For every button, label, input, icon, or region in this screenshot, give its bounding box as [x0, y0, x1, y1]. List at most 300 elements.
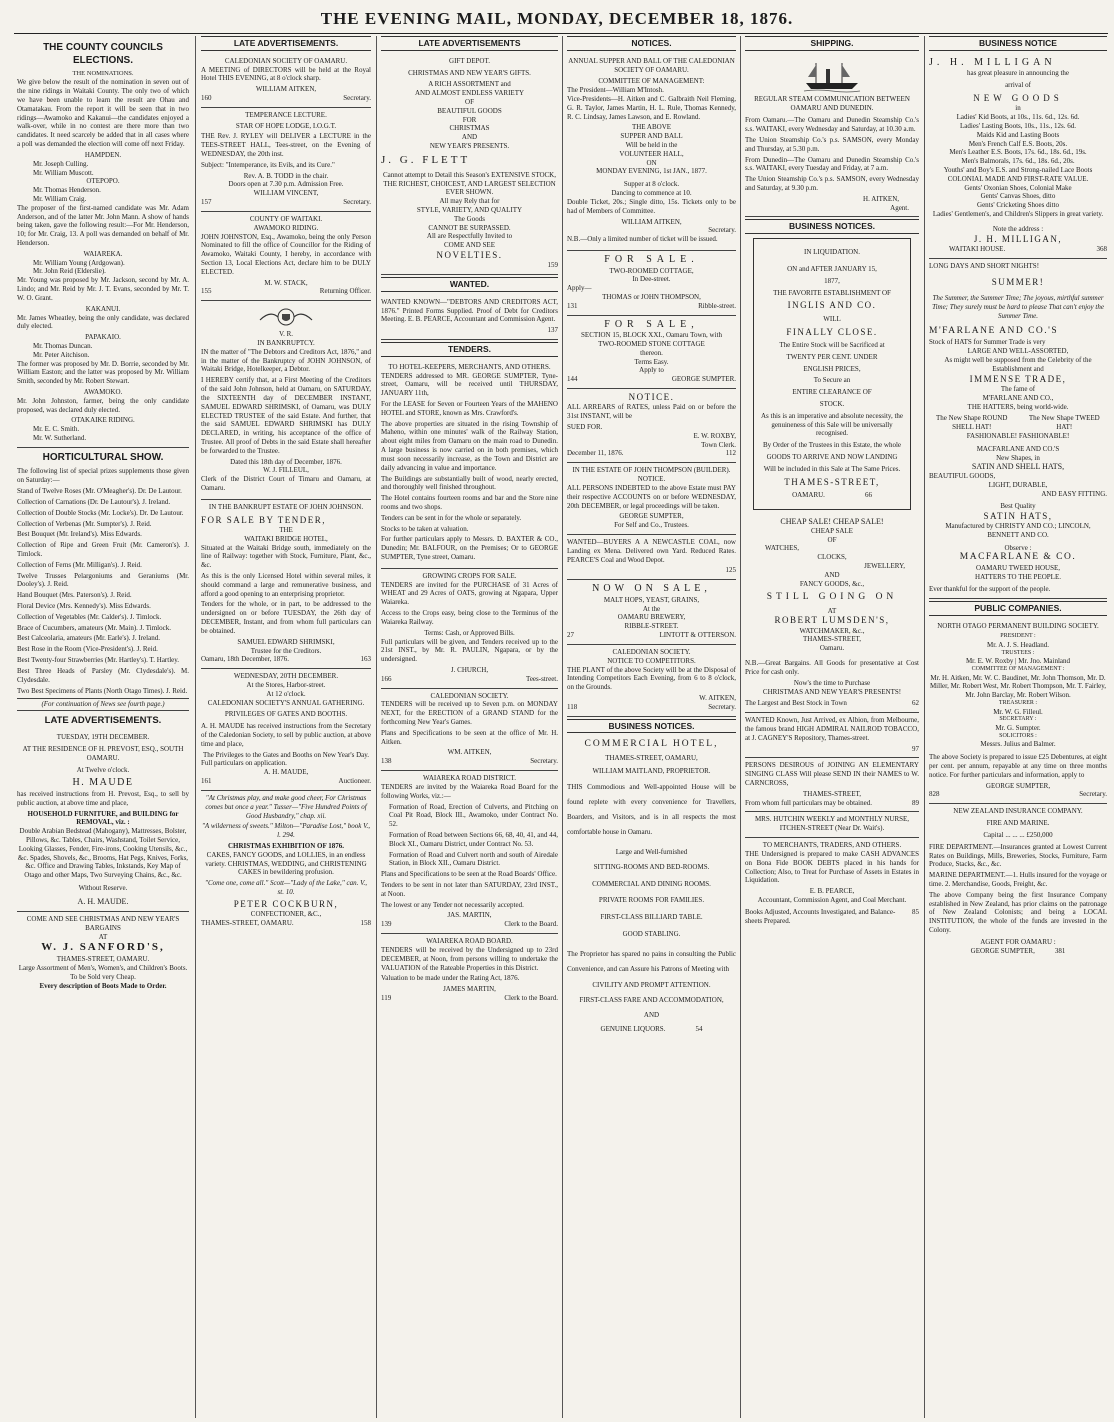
ad-number: 157 — [201, 198, 212, 207]
price-entry: Ladies' Kid Boots, at 10s., 11s. 6d., 12s. 6d. — [956, 113, 1080, 122]
ad-label: AGENT FOR OAMARU : — [980, 937, 1056, 946]
prize-entry: Collection of Double Stocks (Mr. Locke's). Dr. De Lautour. — [17, 508, 184, 517]
column-rule — [562, 36, 563, 1418]
continuation-note: (For continuation of News see fourth page.) — [17, 698, 189, 711]
candidate: Mr. John Reid (Elderslie). — [33, 267, 106, 276]
column-rule — [376, 36, 377, 1418]
candidate: Mr. William Young (Ardgowan). — [33, 258, 125, 267]
ad-text: A RICH ASSORTMENT and — [428, 80, 511, 89]
ad-text: Will be held in the — [625, 141, 678, 150]
ad-text: JOHN JOHNSTON, Esq., Awamoko, being the only Person Nominated to fill the office of Councillor for the Riding of Awamoko, Waitaki County, I hereby, in accordance with Section 13, Local Elections Act, declare him to be DULY ELECTED. — [201, 232, 371, 276]
ad-text: New Shapes, in — [996, 453, 1040, 462]
ad-cockburn — [201, 791, 371, 932]
article-paragraph: The former was proposed by Mr. D. Borrie, seconded by Mr. William Easton; and the latter was proposed by Mr. William Smith, seconded by Mr. Robert Stewart. — [17, 359, 189, 386]
prize-entry: Floral Device (Mrs. Kennedy's). Miss Edwards. — [17, 602, 151, 611]
ad-text: JEWELLERY, — [864, 562, 905, 571]
column-3 — [378, 36, 561, 1418]
ad-title: Ribble-street. — [698, 301, 736, 310]
price-entry: Youths' and Boy's E.S. and Strong-nailed Lace Boots — [943, 165, 1093, 174]
ad-heading: IN LIQUIDATION. — [804, 248, 860, 257]
ad-title: Town Clerk. — [701, 440, 736, 449]
ad-heading: J. H. MILLIGAN — [929, 56, 1056, 68]
ad-signature: WILLIAM AITKEN, — [621, 217, 682, 226]
ad-text: FIRST-CLASS FARE AND ACCOMMODATION, — [579, 995, 724, 1004]
ad-text: Cannot attempt to Detail this Season's EXTENSIVE STOCK, — [382, 170, 556, 179]
ad-cottage-sale — [567, 251, 736, 316]
ad-heading: COMMERCIAL HOTEL, — [584, 739, 719, 750]
ad-number: 163 — [360, 655, 371, 664]
price-entry: Gents' Oxonian Shoes, Colonial Make — [964, 183, 1072, 192]
ad-text: The Goods — [454, 214, 485, 223]
ad-label: COMMITTEE OF MANAGEMENT : — [971, 666, 1065, 673]
ad-signature: H. AITKEN, — [863, 194, 899, 203]
prize-entry: Stand of Twelve Roses (Mr. O'Meagher's). Dr. De Lautour. — [17, 487, 182, 496]
price-entry: Ladies' Gentlemen's, and Children's Slippers in great variety. — [932, 210, 1104, 218]
ad-label: PRESIDENT : — [1000, 633, 1036, 640]
ad-text: 1877, — [824, 276, 840, 285]
ad-signature: WM. AITKEN, — [447, 748, 492, 757]
ad-building-society — [929, 619, 1107, 805]
ad-text: FIRE DEPARTMENT.—Insurances granted at Lowest Current Rates on Buildings, Mills, Breweries, Stocks, Furniture, Farm Produce, Stacks, &c., &c. — [929, 842, 1107, 869]
ad-heading: TWENTY PER CENT. UNDER — [786, 352, 878, 361]
ad-signature: GEORGE SUMPTER. — [671, 375, 736, 384]
ad-heading: NEW ZEALAND INSURANCE COMPANY. — [953, 807, 1083, 816]
ad-number: 54 — [695, 1025, 703, 1034]
riding-name: KAKANUI. — [85, 304, 121, 313]
ad-heading: WILLIAM MAITLAND, PROPRIETOR. — [592, 767, 711, 776]
ad-title: Secretary. — [530, 757, 558, 766]
ad-text: As might well be supposed from the Celebrity of the Establishment and — [944, 355, 1092, 373]
ad-text: TENDERS are invited for the PURCHASE of 31 Acres of WHEAT and 29 Acres of OATS, growing at Ngapara, Upper Waiareka. — [381, 580, 558, 607]
ad-text: Terms: Cash, or Approved Bills. — [424, 628, 515, 637]
ad-text: CHRISTMAS — [449, 124, 490, 133]
ad-text: ALL ARREARS of RATES, unless Paid on or before the 31st INSTANT, will be — [567, 403, 736, 421]
ad-label: TREASURER : — [998, 700, 1038, 707]
ad-text: FOR — [462, 115, 477, 124]
ad-heading: FOR SALE. — [604, 253, 699, 265]
ad-text: ON and AFTER JANUARY 15, — [787, 264, 877, 273]
ad-lumsden — [745, 514, 919, 713]
ad-heading: SUPPER AND BALL — [620, 132, 683, 141]
sanford-text: Large Assortment of Men's, Women's, and Children's Boots. — [18, 964, 188, 973]
ad-number: 137 — [547, 326, 558, 335]
ad-number: 89 — [912, 798, 919, 807]
ad-title: For Self and Co., Trustees. — [614, 521, 689, 530]
prize-entry: Collection of Carnations (Dr. De Lautour's). J. Ireland. — [17, 497, 171, 506]
ad-growing-crops — [381, 569, 558, 689]
ad-heading: STOCK. — [819, 399, 845, 408]
ad-heading: COMMERCIAL AND DINING ROOMS. — [592, 879, 711, 888]
ad-heading: INGLIS AND CO. — [787, 300, 877, 311]
column-rule — [740, 36, 741, 1418]
ad-heading: GROWING CROPS FOR SALE. — [422, 571, 517, 580]
ad-text: Tenders to be sent in not later than SATURDAY, 23rd INST., at Noon. — [381, 881, 558, 898]
ad-text: From Dunedin—The Oamaru and Dunedin Steamship Co.'s s.s. WAITAKI, every Tuesday and Friday, at 7 a.m. — [745, 155, 919, 173]
ad-number: 381 — [1054, 946, 1066, 955]
ad-text: WANTED—BUYERS A A NEWCASTLE COAL, now Landing ex Mena. Delivered own Yard. Reduced Rates. PEARCE'S Coal and Wood Depot. — [567, 537, 736, 564]
ad-number: 138 — [381, 757, 392, 766]
ad-text: Clerk of the District Court of Timaru and Oamaru, at Oamaru. — [201, 475, 371, 493]
ad-text: As this is an imperative and absolute necessity, the genuineness of this Sale will be universally recognised. — [760, 411, 904, 438]
ad-label: TRUSTEES : — [1001, 649, 1035, 656]
vr-mark: V. R. — [278, 330, 294, 339]
ad-milligan — [929, 54, 1107, 259]
ad-text: OAMARU. — [792, 490, 825, 499]
ad-text: Terms Easy. — [634, 357, 669, 366]
ad-heading: LIGHT, DURABLE, — [988, 481, 1048, 490]
ad-text: Vice-Presidents—H. Aitken and C. Galbraith Neil Fleming, G. R. Taylor, James Martin, H. L. Rule, Thomas Kennedy, R. C. Lindsay, James Lawson, and E. Rowland. — [567, 94, 736, 121]
ad-singing-class — [745, 758, 919, 812]
ad-text: The Hotel contains fourteen rooms and bar and the Store nine rooms and two shops. — [381, 494, 558, 511]
ad-text: The lowest or any Tender not necessarily accepted. — [381, 900, 524, 909]
ad-title: Clerk to the Board. — [504, 993, 558, 1002]
ad-tobacco — [745, 713, 919, 758]
ad-text: Mr. H. Aitken, Mr. W. C. Baudinet, Mr. John Thomson, Mr. D. Miller, Mr. Robert West, Mr. Robert Thompson, Mr. T. Fairley, Mr. John Barclay, Mr. Robert Wilson. — [929, 673, 1107, 700]
ad-heading: TEMPERANCE LECTURE. — [245, 110, 327, 119]
ad-text: Large and Well-furnished — [615, 848, 688, 857]
prize-entry: Best Rose in the Room (Vice-President's). J. Reid. — [17, 645, 158, 654]
ad-heading: WAITAKI BRIDGE HOTEL, — [244, 534, 328, 543]
prize-entry: Collection of Ripe and Green Fruit (Mr. Cameron's). J. Timlock. — [17, 541, 189, 558]
ad-caledonian-meeting — [201, 54, 371, 108]
prize-entry: Best Three Heads of Parsley (Mr. Clydesdale's). M. Clydesdale. — [17, 666, 189, 684]
ad-text: MARINE DEPARTMENT.—1. Hulls insured for the voyage or time. 2. Merchandise, Goods, Freight, &c. — [929, 871, 1107, 888]
ad-text: thereon. — [640, 348, 663, 357]
ad-mfarlane — [929, 259, 1107, 599]
ad-competitors — [567, 645, 736, 717]
ad-text: The Privileges to the Gates and Booths on New Year's Day. — [202, 750, 370, 759]
ad-text: N.B.—Only a limited number of ticket will be issued. — [567, 235, 718, 244]
section-heading: WANTED. — [381, 277, 558, 292]
ad-text: By Order of the Trustees in this Estate, the whole — [762, 441, 902, 450]
ad-text: The above Society is prepared to issue £25 Debentures, at eight per cent. per annum, repayable at any time on three months notice. For further particulars and information, apply to — [929, 753, 1107, 779]
ad-heading: GOODS TO ARRIVE AND NOW LANDING — [766, 453, 898, 461]
auction-place: AT THE RESIDENCE OF H. PREVOST, ESQ., SOUTH OAMARU. — [22, 744, 184, 762]
auction-text: has received instructions from H. Prevost, Esq., to sell by public auction, at above time and place, — [17, 789, 189, 807]
ad-text: Mr. A. J. S. Headland. — [986, 640, 1050, 649]
ad-text: Full particulars on application. — [201, 759, 287, 768]
ad-subheading: AWAMOKO RIDING. — [253, 223, 319, 232]
ad-text: Tenders for the whole, or in part, to be addressed to the undersigned on or before TUESDAY, the 26th day of DECEMBER, Instant, and from whom full particulars can be obtained. — [201, 600, 371, 635]
candidate: Mr. William Craig. — [33, 194, 87, 203]
ad-text: WANTED Known, Just Arrived, ex Albion, from Melbourne, the famous brand HIGH ADMIRAL NAILROD TOBACCO, at J. CAGNEY'S Repository, Thames-street. — [745, 716, 919, 742]
ad-text: Doors open at 7.30 p.m. Admission Free. — [228, 180, 344, 189]
ad-number: 166 — [381, 674, 392, 683]
ad-text: NEW YEAR'S PRESENTS. — [429, 142, 510, 151]
ad-text: Situated at the Waitaki Bridge south, immediately on the line of Railway: together with Stock, Furniture, Plant, &c., &c. — [201, 543, 371, 570]
ad-newcastle-coal — [567, 535, 736, 580]
ad-heading: CHRISTMAS AND NEW YEAR'S GIFTS. — [408, 68, 531, 77]
sanford-name: W. J. SANFORD'S, — [41, 941, 165, 954]
column-2 — [198, 36, 374, 1418]
ad-heading: TWO-ROOMED COTTAGE, — [609, 266, 694, 275]
ad-text: THE FAVORITE ESTABLISHMENT OF — [773, 288, 891, 297]
ad-heading: IN THE BANKRUPT ESTATE OF JOHN JOHNSON. — [208, 502, 364, 511]
ad-signature: JAMES MARTIN, — [443, 985, 496, 994]
ad-text: BEAUTIFUL GOODS — [437, 106, 502, 115]
ad-heading: CALEDONIAN SOCIETY. — [612, 647, 691, 656]
column-4 — [564, 36, 739, 1418]
ad-heading: NOTICE. — [637, 475, 666, 484]
ad-text: Formation of Road and Culvert north and south of Airedale Station, in Block XII., Oamaru District. — [389, 850, 558, 868]
riding-name: WAIAREKA. — [83, 249, 123, 258]
ad-title: CONFECTIONER, &C., — [250, 910, 322, 919]
price-entry: Ladies' Lasting Boots, 10s., 11s., 12s. 6d. — [960, 121, 1076, 130]
prize-entry: Two Best Specimens of Plants (North Otago Times). J. Reid. — [17, 686, 188, 695]
ad-number: 161 — [201, 777, 212, 786]
ad-text: At 12 o'clock. — [266, 689, 306, 698]
ad-text: Tenders can be sent in for the whole or separately. — [381, 513, 522, 522]
ad-prevost-auction — [17, 730, 189, 912]
price-entry: Men's Leather E.S. Boots, 17s. 6d., 18s. 6d., 19s. — [949, 148, 1087, 157]
ad-heading: M'FARLANE AND CO.'S — [929, 326, 1059, 337]
ad-signature: E. B. PEARCE, — [809, 887, 855, 896]
ad-text: Apply— — [567, 284, 592, 293]
prize-entry: Hand Bouquet (Mrs. Paterson's). J. Reid. — [17, 591, 132, 600]
ad-heading: THAMES-STREET, — [784, 476, 880, 487]
ad-temperance — [201, 108, 371, 212]
section-heading: BUSINESS NOTICES. — [745, 219, 919, 234]
auction-items: Double Arabian Bedstead (Mahogany), Mattresses, Bolster, Pillows, &c. Tables, Chairs, Washstand, Toilet Service, Looking Glasses, Fender, Fire-irons, Cooking Utensils, &c., &c. Spades, Shovels, &c., Brooms, Hat Pegs, Knives, Forks, &c. Office and Drawing Tables, Inkstands, Key Map of Otago and other Maps, Two Surveying Chains, &c., &c. — [17, 827, 189, 880]
ad-text: Ever thankful for the support of the people. — [929, 585, 1051, 594]
ad-text: FANCY GOODS, &c., — [799, 579, 865, 588]
ad-text: THE Undersigned is prepared to make CASH ADVANCES on Bona Fide BOOK DEBTS placed in his hands for Collection; Also, to Treat for Purchase of Assets in Estates in Liquidation. — [745, 849, 919, 885]
ad-pearce — [745, 838, 919, 929]
ad-heading: LONG DAYS AND SHORT NIGHTS! — [929, 261, 1040, 270]
ad-text: THAMES-STREET, — [802, 635, 861, 644]
riding-name: AWAMOKO. — [83, 388, 123, 396]
ad-text: To Secure an — [813, 376, 851, 385]
ad-heading: MACFARLANE AND CO.'S — [976, 444, 1060, 453]
ad-text: As this is the only Licensed Hotel within several miles, it should command a large and remunerative business, and afford a good opening to an enterprising proprietor. — [201, 572, 371, 598]
ad-text: AND ALMOST ENDLESS VARIETY — [414, 89, 525, 98]
ad-heading: CHEAP SALE! CHEAP SALE! — [780, 516, 884, 526]
ad-text: The Largest and Best Stock in Town — [745, 699, 847, 708]
ad-text: The Union Steamship Co.'s p.s. SAMSON, every Wednesday and Saturday, at 9.30 p.m. — [745, 175, 919, 193]
ad-heading: CHRISTMAS AND NEW YEAR'S PRESENTS! — [762, 687, 902, 696]
ad-text: PERSONS DESIROUS of JOINING AN ELEMENTARY SINGING CLASS Will please SEND IN their NAMES to W. CARNCROSS, — [745, 761, 919, 788]
ad-nz-insurance — [929, 804, 1107, 959]
ad-heading: ANNUAL SUPPER AND BALL OF THE CALEDONIAN SOCIETY OF OAMARU. — [568, 56, 735, 74]
price-entry: Gents' Canvas Shoes, ditto — [980, 192, 1056, 201]
ad-text: WANTED KNOWN—"DEBTORS AND CREDITORS ACT, 1876." Printed Forms Supplied. Proof of Debt for Creditors Meeting. E. B. PEARCE, Accountant and Commission Agent. — [381, 297, 558, 324]
ad-subheading: COMMITTEE OF MANAGEMENT: — [598, 77, 705, 86]
ad-heading: PRIVILEGES OF GATES AND BOOTHS. — [224, 710, 348, 719]
ad-text: All are Respectfully Invited to — [426, 232, 513, 241]
ad-heading: NOW ON SALE, — [592, 583, 711, 595]
ad-section-sale — [567, 316, 736, 389]
ad-text: CLOCKS, — [817, 553, 847, 562]
ad-supper-ball — [567, 54, 736, 251]
candidate: Mr. Thomas Henderson. — [33, 186, 101, 195]
ad-heading: BEAUTIFUL GOODS, — [929, 472, 996, 481]
ad-signature: PETER COCKBURN, — [233, 898, 339, 909]
ad-signature: ROBERT LUMSDEN'S, — [774, 615, 890, 626]
ad-text: At the Stores, Harbor-street. — [246, 680, 326, 689]
ad-text: has great pleasure in announcing the — [966, 69, 1070, 78]
auctioneer-signature: A. H. MAUDE. — [77, 896, 129, 906]
ad-text: THIS Commodious and Well-appointed House will be found replete with every convenience for Travellers, Boarders, and Visitors, and is in all respects the most comfortable house in Oamaru. — [567, 782, 736, 836]
auction-date: TUESDAY, 19TH DECEMBER. — [56, 733, 150, 742]
ad-text: Dancing to commence at 10. — [611, 189, 692, 198]
ad-number: 155 — [201, 287, 212, 296]
ad-heading: FOR SALE, — [604, 318, 699, 330]
ad-heading: SUMMER! — [991, 276, 1045, 287]
prize-entry: Collection of Vegetables (Mr. Calder's). J. Timlock. — [17, 612, 162, 621]
ad-title: Agent. — [890, 203, 909, 212]
riding-name: OTAKAIKE RIDING. — [71, 416, 135, 425]
ad-text: The above Company being the first Insurance Company established in New Zealand, has prior claims on the patronage of New Zealand Colonists; and being a LOCAL INSTITUTION, the whole of the funds are invested in the Colony. — [929, 890, 1107, 934]
ad-text: Rev. A. B. TODD in the chair. — [243, 171, 329, 180]
ad-text: AND — [643, 1010, 660, 1019]
ad-subheading: STAR OF HOPE LODGE, I.O.G.T. — [235, 121, 337, 130]
ad-waiareka-road-board — [381, 934, 558, 1007]
ad-text: The Proprietor has spared no pains in consulting the Public Convenience, and can Assure his Patrons of Meeting with — [567, 949, 736, 973]
sanford-street: THAMES-STREET, OAMARU. — [56, 955, 150, 964]
article-paragraph: Mr. James Wheatley, being the only candidate, was declared duly elected. — [17, 313, 189, 331]
ad-text: Plans and Specifications to be seen at the office of Mr. H. Aitken. — [381, 728, 558, 746]
ad-gates-booths — [201, 669, 371, 791]
ad-text: STYLE, VARIETY, AND QUALITY — [416, 205, 523, 214]
ad-title: Trustee for the Creditors. — [250, 646, 322, 655]
ad-heading: STILL GOING ON — [766, 591, 898, 602]
prize-entry: Collection of Ferns (Mr. Milligan's). J. Reid. — [17, 560, 142, 569]
ad-signature: THOMAS or JOHN THOMPSON, — [602, 292, 701, 301]
candidate: Mr. W. Sutherland. — [33, 434, 87, 443]
ad-text: Mr. W. G. Filleul. — [993, 707, 1043, 716]
ad-heading: IN THE ESTATE OF JOHN THOMPSON (BUILDER). — [572, 466, 731, 475]
column-5 — [742, 36, 922, 1418]
section-title-elections: THE COUNTY COUNCILS ELECTIONS. — [43, 42, 163, 66]
ad-brewery — [567, 580, 736, 645]
ad-text: WILL — [823, 314, 841, 323]
candidate: Mr. Thomas Duncan. — [33, 341, 93, 350]
ad-text: THAMES-STREET, — [802, 789, 861, 798]
ad-signature: W. J. FILLEUL, — [263, 466, 309, 475]
ad-quote: "At Christmas play, and make good cheer, For Christmas comes but once a year." Tusser—"Five Hundred Points of Good Husbandry," chap. xii. — [205, 793, 367, 820]
ad-bankruptcy — [201, 301, 371, 500]
ad-signature: GEORGE SUMPTER, — [619, 512, 684, 521]
ad-title: Accountant, Commission Agent, and Coal Merchant. — [757, 895, 907, 904]
ad-text: Formation of Road, Erection of Culverts, and Pitching on Coal Pit Road, Block III., Awamoko, under Contract No. 52. — [389, 802, 558, 829]
ad-text: Full particulars will be given, and Tenders received up to the 21st INST., by Mr. R. PAULIN, Ngapara, or by the undersigned. — [381, 637, 558, 664]
ad-text: The above properties are situated in the rising Township of Maheno, within one minutes' walk of the Railway Station, about eight miles from Oamaru on the main road to Dunedin. A large business is now carried on in both premises, which must soon necessarily increase, as the Town and District are daily advancing in value and importance. — [381, 419, 558, 472]
ad-rates-notice — [567, 389, 736, 463]
ad-number: 158 — [360, 918, 371, 927]
ad-heading: IMMENSE TRADE, — [969, 373, 1067, 384]
steamship-icon — [802, 59, 862, 93]
ad-text: Access to the Crops easy, being close to the Terminus of the Waiareka Railway. — [381, 609, 558, 626]
ad-heading: SATIN HATS, — [983, 510, 1053, 521]
ad-text: AND — [461, 133, 478, 142]
ad-title: WATCHMAKER, &c., — [799, 626, 865, 635]
ad-text: Double Ticket, 20s.; Single ditto, 15s. Tickets only to be had of Members of Committee. — [567, 197, 736, 215]
column-rule — [195, 36, 196, 1418]
ad-title: Auctioneer. — [338, 777, 371, 786]
ad-number: 828 — [929, 790, 940, 799]
ad-text: THE — [279, 525, 293, 534]
ad-heading: GENUINE LIQUORS. — [600, 1025, 666, 1034]
ad-heading: SITTING-ROOMS AND BED-ROOMS. — [593, 862, 710, 871]
column-heading: BUSINESS NOTICE — [929, 36, 1107, 51]
ad-text: MRS. HUTCHIN WEEKLY and MONTHLY NURSE, ITCHEN-STREET (Near Dr. Wait's). — [754, 815, 910, 833]
riding-name: OTEPOPO. — [86, 177, 120, 186]
ad-signature: E. W. ROXBY, — [693, 431, 736, 440]
ad-signature: GEORGE SUMPTER, — [970, 946, 1035, 955]
ad-text: Mr. E. W. Roxby | Mr. Jno. Mainland — [965, 657, 1071, 666]
ad-signature: LINTOTT & OTTERSON. — [659, 631, 736, 640]
ad-text: Books Adjusted, Accounts Investigated, and Balance-sheets Prepared. — [745, 907, 896, 925]
ad-number: 112 — [725, 449, 736, 458]
ad-text: TENDERS will be received up to Seven p.m. on MONDAY NEXT, for the ERECTION of a GRAND STAND for the forthcoming New Year's Games. — [381, 700, 558, 727]
ad-text: THE RICHEST, CHOICEST, AND LARGEST SELECTION EVER SHOWN. — [383, 179, 556, 197]
ad-signature: SAMUEL EDWARD SHRIMSKI, — [237, 637, 335, 646]
ad-heading: LARGE AND WELL-ASSORTED, — [967, 347, 1069, 356]
article-paragraph: Mr. John Johnston, farmer, being the only candidate proposed, was declared duly elected. — [17, 396, 189, 414]
ad-signature: J. CHURCH, — [450, 665, 489, 674]
ad-heading: MALT HOPS, YEAST, GRAINS, — [603, 595, 700, 604]
ad-number: 85 — [912, 907, 919, 916]
ad-label: SOLICITORS : — [999, 732, 1037, 739]
ad-number: 118 — [567, 702, 578, 711]
ad-text: The fame of — [1000, 384, 1036, 393]
ad-heading: NEW GOODS — [973, 92, 1063, 103]
ad-number: 160 — [201, 93, 212, 102]
ad-text: THE ABOVE — [631, 123, 672, 132]
ad-text: TENDERS will be received by the Undersigned up to 23rd DECEMBER, at Noon, from persons willing to undertake the VALUATION of the Rateable Properties in this District. — [381, 945, 558, 972]
ad-heading: AND EASY FITTING. — [1041, 490, 1107, 499]
ad-heading: NOTICE TO COMPETITORS. — [607, 656, 696, 665]
ad-heading: ENGLISH PRICES, — [803, 364, 861, 373]
ad-text: NOVELTIES. — [436, 250, 503, 260]
ad-text: Supper at 8 o'clock. — [623, 180, 680, 189]
ad-title: Tees-street. — [526, 674, 558, 683]
ad-text: Formation of Road between Sections 66, 68, 40, 41, and 44, Block XI., Oamaru District, under Contract No. 53. — [389, 830, 558, 848]
ad-heading: GOOD STABLING. — [622, 930, 681, 939]
ad-heading: CALEDONIAN SOCIETY'S ANNUAL GATHERING. — [207, 698, 365, 707]
auctioneer-name: H. MAUDE — [72, 777, 134, 789]
ad-text: Messrs. Julius and Balmer. — [980, 740, 1056, 749]
ad-heading: SATIN AND SHELL HATS, — [971, 462, 1065, 472]
ad-number: 131 — [567, 301, 578, 310]
ad-text: December 11, 1876. — [567, 449, 624, 458]
ad-text: At the — [642, 604, 661, 613]
ad-text: TENDERS addressed to MR. GEORGE SUMPTER, Tyne-street, Oamaru, will be received until THURSDAY, JANUARY 11th, — [381, 371, 558, 398]
prize-entry: Best Bouquet (Mr. Ireland's). Miss Edwards. — [17, 530, 142, 539]
ad-signature: J. G. FLETT — [381, 153, 471, 166]
ad-caledonian-stand — [381, 689, 558, 772]
auction-heading: HOUSEHOLD FURNITURE, and BUILDING for REMOVAL, viz. : — [27, 809, 179, 827]
ad-label: SECRETARY : — [999, 716, 1037, 723]
ad-inglis-liquidation — [753, 238, 911, 510]
article-paragraph: Mr. Young was proposed by Mr. Jackson, second by Mr. A. Lindo; and Mr. Reid by Mr. J. T. Evans, seconded by Mr. T. W. O. Grant. — [17, 276, 189, 302]
ad-number: 119 — [381, 993, 392, 1002]
ad-text: IN the matter of "The Debtors and Creditors Act, 1876," and in the matter of the Bankruptcy of JOHN JOHNSON, of Waitaki Bridge, Hotelkeeper, a Debtor. — [201, 347, 371, 374]
column-rule — [924, 36, 925, 1418]
ad-text: The President—William M'Intosh. — [567, 86, 664, 95]
masthead: THE EVENING MAIL, MONDAY, DECEMBER 18, 1876. — [320, 9, 794, 28]
ad-heading: TWO-ROOMED STONE COTTAGE — [598, 340, 705, 349]
ad-text: The New Shape TWEED HAT! — [1028, 414, 1100, 432]
ad-title: Secretary. — [1079, 790, 1107, 799]
ad-heading: WAIAREKA ROAD DISTRICT. — [422, 774, 516, 783]
ad-text: AND — [824, 570, 840, 579]
ad-title: Secretary. — [708, 226, 736, 235]
ad-heading: COUNTY OF WAITAKI. — [249, 214, 323, 223]
ad-signature: WILLIAM VINCENT, — [253, 189, 319, 198]
ad-heading: FOR SALE BY TENDER, — [201, 514, 327, 525]
ad-heading: VOLUNTEER HALL, — [619, 149, 684, 158]
